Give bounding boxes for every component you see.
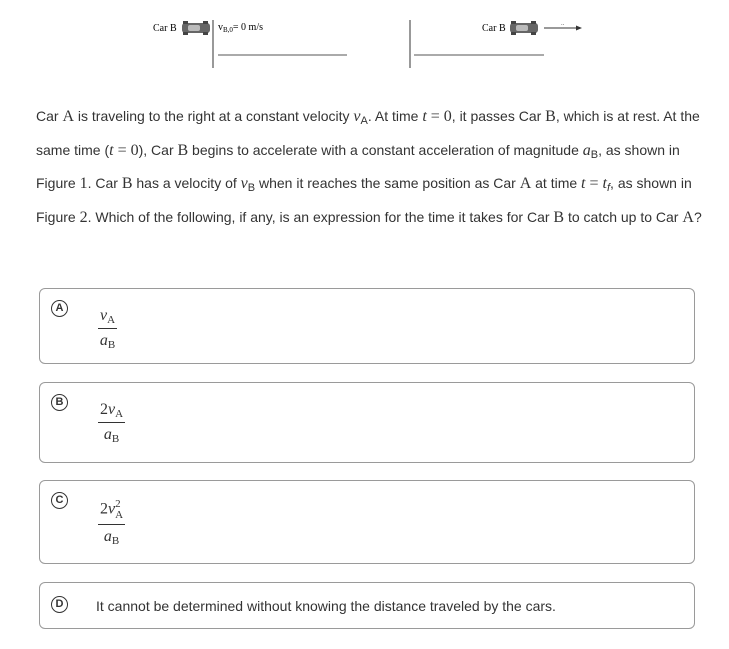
choice-b[interactable]	[39, 382, 695, 463]
figure-2	[410, 20, 582, 68]
choice-a-letter-badge: A	[51, 300, 68, 317]
car-b-icon-fig1	[182, 21, 210, 35]
choice-d-letter-badge: D	[51, 596, 68, 613]
choice-c[interactable]	[39, 480, 695, 564]
choice-b-letter-badge: B	[51, 394, 68, 411]
car-b-icon-fig2	[510, 21, 538, 35]
question-text: Car A is traveling to the right at a constant velocity $v_A$. At time t = 0, it passes Car B, which is at rest. At the same time (t = 0), Car B begins to accelerate with a constant acceleration of magnitude $a_B$, as shown in Figure 1. Car B has a velocity of $v_B$ when it reaches the same position as Car A at time $t = t_f$, as shown in Figure 2. Which of the following, if any, is an expression for the time it takes for Car B to catch up to Car A?	[36, 108, 702, 226]
svg-text:..: ..	[561, 21, 565, 27]
figure-strip	[0, 0, 729, 80]
figure-1	[153, 20, 347, 68]
fig2-car-label: Car B	[482, 23, 506, 34]
choice-d[interactable]	[39, 582, 695, 629]
fig1-velocity-label: $v_{B,0}= 0$ m/s	[218, 22, 264, 34]
choice-c-fraction: 2v 2 A $a_B$	[100, 498, 124, 547]
choice-d-text: It cannot be determined without knowing the distance traveled by the cars.	[96, 598, 556, 614]
choice-a-fraction: $\frac{v_A}{a_B}$	[99, 307, 116, 351]
velocity-arrow-icon	[544, 21, 582, 31]
choice-c-letter-badge: C	[51, 492, 68, 509]
choice-b-fraction: $\frac{2v_A}{a_B}$	[100, 401, 124, 445]
fig1-car-label: Car B	[153, 23, 177, 34]
choice-a[interactable]	[39, 288, 695, 364]
